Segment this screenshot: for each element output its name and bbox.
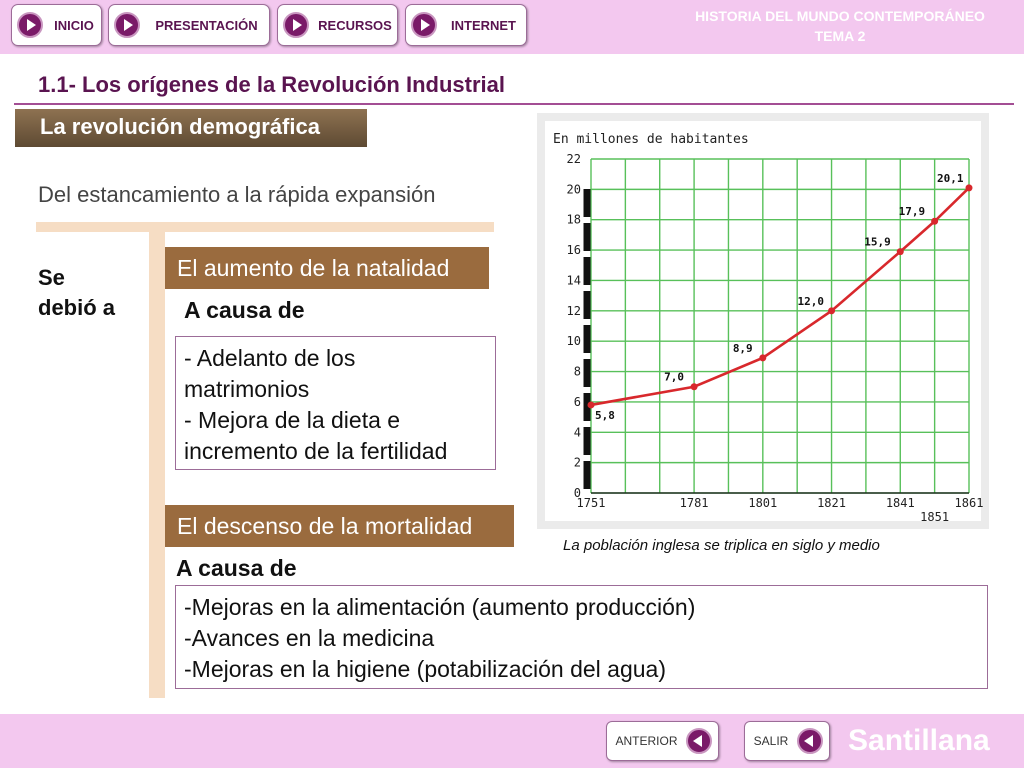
chart-y-tick-label: 18 — [566, 212, 581, 227]
play-icon — [17, 12, 43, 38]
tagline-bar — [36, 222, 494, 232]
chart-x-tick-label: 1851 — [920, 510, 950, 524]
mortalidad-reasons — [175, 585, 988, 689]
cause-lead-line1: Se — [38, 265, 65, 290]
chart-x-tick-label: 1861 — [954, 496, 984, 510]
brand-logo: Santillana — [848, 724, 990, 757]
section-subheader: La revolución demográfica — [15, 109, 367, 147]
chart-data-label: 5,8 — [595, 408, 615, 422]
course-title — [670, 6, 1010, 46]
mortalidad-reason-line: -Avances en la medicina — [184, 625, 435, 651]
mortalidad-because: A causa de — [176, 555, 297, 581]
natalidad-reason-line: - Mejora de la dieta e — [184, 407, 401, 433]
nav-internet-button[interactable] — [405, 4, 527, 46]
population-chart-svg — [537, 113, 989, 529]
cause-lead-line2: debió a — [38, 295, 116, 320]
mortalidad-reason-line: -Mejoras en la alimentación (aumento producción) — [184, 594, 696, 620]
chart-title: En millones de habitantes — [553, 132, 749, 147]
chart-data-point — [966, 184, 973, 191]
nav-inicio-button[interactable] — [11, 4, 102, 46]
natalidad-because: A causa de — [184, 297, 305, 323]
chart-y-tick-label: 12 — [566, 303, 581, 318]
chart-y-tick-label: 0 — [573, 486, 581, 500]
nav-recursos-label: RECURSOS — [318, 17, 392, 33]
natalidad-reason-line: matrimonios — [184, 376, 310, 402]
chart-data-point — [588, 401, 595, 408]
play-icon — [283, 12, 309, 38]
natalidad-reasons — [175, 336, 496, 470]
chart-data-label: 20,1 — [937, 171, 964, 185]
nav-recursos-button[interactable] — [277, 4, 398, 46]
chart-x-tick-label: 1781 — [679, 496, 709, 510]
tagline: Del estancamiento a la rápida expansión — [38, 182, 436, 207]
chart-data-label: 7,0 — [664, 370, 684, 384]
course-title-line2: TEMA 2 — [814, 28, 866, 44]
chart-x-tick-label: 1801 — [748, 496, 778, 510]
chart-y-tick-label: 8 — [573, 364, 581, 379]
chart-data-point — [897, 248, 904, 255]
chart-y-tick-label: 22 — [566, 152, 581, 166]
play-icon — [411, 12, 437, 38]
chart-data-point — [759, 354, 766, 361]
chart-y-tick-label: 2 — [573, 455, 581, 470]
exit-button[interactable] — [744, 721, 830, 761]
chart-data-label: 12,0 — [797, 294, 825, 308]
chart-data-label: 8,9 — [732, 341, 753, 355]
chart-data-point — [828, 307, 835, 314]
cause-lead — [38, 263, 115, 323]
chart-x-tick-label: 1841 — [885, 496, 915, 510]
chart-y-tick-label: 4 — [573, 425, 581, 440]
previous-label: ANTERIOR — [615, 734, 678, 748]
mortalidad-reason-line: -Mejoras en la higiene (potabilización del agua) — [184, 656, 667, 682]
play-icon — [114, 12, 140, 38]
previous-button[interactable] — [606, 721, 719, 761]
mortalidad-label: El descenso de la mortalidad — [165, 505, 514, 547]
chart-y-tick-label: 10 — [566, 334, 581, 349]
nav-presentacion-label: PRESENTACIÓN — [155, 17, 258, 33]
chart-y-tick-label: 14 — [566, 273, 581, 288]
nav-presentacion-button[interactable] — [108, 4, 270, 46]
chart-data-point — [931, 218, 938, 225]
exit-label: SALIR — [753, 734, 789, 748]
back-arrow-icon — [686, 728, 712, 754]
chart-y-tick-label: 6 — [573, 394, 581, 409]
chart-x-tick-label: 1751 — [576, 496, 606, 510]
section-title: 1.1- Los orígenes de la Revolución Industrial — [38, 72, 505, 97]
nav-inicio-label: INICIO — [54, 17, 94, 33]
section-divider — [14, 103, 1014, 105]
natalidad-reason-line: - Adelanto de los — [184, 345, 356, 371]
chart-caption: La población inglesa se triplica en siglo y medio — [563, 537, 880, 554]
chart-y-tick-label: 20 — [566, 182, 581, 197]
chart-data-point — [691, 383, 698, 390]
population-chart — [537, 113, 989, 529]
chart-data-label: 17,9 — [898, 205, 926, 219]
chart-y-tick-label: 16 — [566, 243, 581, 258]
chart-x-tick-label: 1821 — [817, 496, 846, 510]
back-arrow-icon — [797, 728, 823, 754]
natalidad-label: El aumento de la natalidad — [165, 247, 489, 289]
course-title-line1: HISTORIA DEL MUNDO CONTEMPORÁNEO — [695, 8, 985, 24]
nav-internet-label: INTERNET — [451, 17, 516, 33]
chart-data-label: 15,9 — [864, 235, 891, 249]
vertical-bar — [149, 232, 165, 698]
natalidad-reason-line: incremento de la fertilidad — [184, 438, 448, 464]
